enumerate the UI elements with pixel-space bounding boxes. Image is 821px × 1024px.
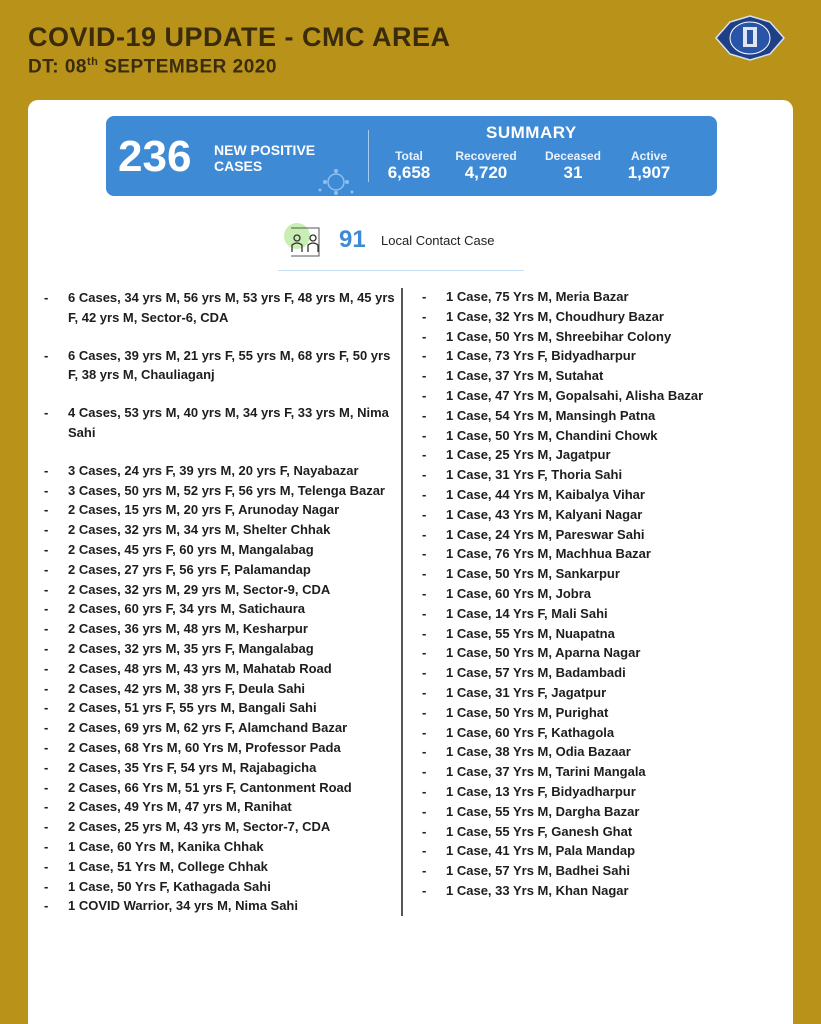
case-entry: - 1 Case, 73 Yrs F, Bidyadharpur bbox=[422, 346, 782, 366]
stat-value: 31 bbox=[563, 163, 583, 182]
case-entry: - 1 Case, 47 Yrs M, Gopalsahi, Alisha Bazar bbox=[422, 386, 782, 406]
stat-deceased bbox=[533, 149, 613, 183]
case-entry: - 1 Case, 55 Yrs F, Ganesh Ghat bbox=[422, 822, 782, 842]
case-entry: - 3 Cases, 50 yrs M, 52 yrs F, 56 yrs M, Telenga Bazar bbox=[44, 481, 399, 501]
local-contact-label: Local Contact Case bbox=[381, 233, 495, 248]
case-entry: - 2 Cases, 42 yrs M, 38 yrs F, Deula Sahi bbox=[44, 679, 399, 699]
stat-total bbox=[369, 149, 449, 183]
virus-icon bbox=[314, 166, 358, 196]
local-contact-row bbox=[283, 216, 533, 270]
case-entry: - 1 Case, 75 Yrs M, Meria Bazar bbox=[422, 287, 782, 307]
case-entry: - 1 Case, 50 Yrs M, Sankarpur bbox=[422, 564, 782, 584]
case-entry: - 1 Case, 37 Yrs M, Sutahat bbox=[422, 366, 782, 386]
case-entry: - 1 Case, 57 Yrs M, Badambadi bbox=[422, 663, 782, 683]
date-prefix: DT: 08 bbox=[28, 56, 87, 78]
case-entry: - 3 Cases, 24 yrs F, 39 yrs M, 20 yrs F, Nayabazar bbox=[44, 461, 399, 481]
case-entry: - 1 Case, 25 Yrs M, Jagatpur bbox=[422, 445, 782, 465]
local-contact-count: 91 bbox=[339, 226, 366, 253]
column-divider bbox=[401, 288, 403, 916]
left-case-list bbox=[44, 288, 399, 916]
case-entry: - 1 Case, 14 Yrs F, Mali Sahi bbox=[422, 604, 782, 624]
case-entry: - 2 Cases, 48 yrs M, 43 yrs M, Mahatab Road bbox=[44, 659, 399, 679]
case-entry: - 1 Case, 60 Yrs M, Jobra bbox=[422, 584, 782, 604]
stat-value: 6,658 bbox=[387, 163, 431, 182]
case-entry: - 1 Case, 44 Yrs M, Kaibalya Vihar bbox=[422, 485, 782, 505]
case-entry: - 1 Case, 13 Yrs F, Bidyadharpur bbox=[422, 782, 782, 802]
case-entry: - 6 Cases, 34 yrs M, 56 yrs M, 53 yrs F, 48 yrs M, 45 yrs F, 42 yrs M, Sector-6, CDA bbox=[44, 288, 399, 328]
contact-people-icon bbox=[283, 220, 327, 264]
case-entry: - 1 Case, 24 Yrs M, Pareswar Sahi bbox=[422, 525, 782, 545]
case-entry: - 1 Case, 55 Yrs M, Dargha Bazar bbox=[422, 802, 782, 822]
stat-label: Recovered bbox=[455, 149, 517, 163]
case-entry: - 1 Case, 38 Yrs M, Odia Bazaar bbox=[422, 742, 782, 762]
case-entry: - 1 Case, 57 Yrs M, Badhei Sahi bbox=[422, 861, 782, 881]
case-entry: - 1 Case, 31 Yrs F, Jagatpur bbox=[422, 683, 782, 703]
case-entry: - 2 Cases, 32 yrs M, 34 yrs M, Shelter Chhak bbox=[44, 520, 399, 540]
case-entry: - 2 Cases, 32 yrs M, 29 yrs M, Sector-9, CDA bbox=[44, 580, 399, 600]
case-entry: - 1 Case, 33 Yrs M, Khan Nagar bbox=[422, 881, 782, 901]
case-entry: - 1 Case, 32 Yrs M, Choudhury Bazar bbox=[422, 307, 782, 327]
case-entry: - 1 Case, 54 Yrs M, Mansingh Patna bbox=[422, 406, 782, 426]
case-entry: - 2 Cases, 15 yrs M, 20 yrs F, Arunoday Nagar bbox=[44, 500, 399, 520]
case-entry: - 2 Cases, 69 yrs M, 62 yrs F, Alamchand Bazar bbox=[44, 718, 399, 738]
case-entry: - 1 Case, 50 Yrs M, Shreebihar Colony bbox=[422, 327, 782, 347]
stat-value: 1,907 bbox=[627, 163, 671, 182]
case-entry: - 2 Cases, 60 yrs F, 34 yrs M, Satichaura bbox=[44, 599, 399, 619]
case-entry: - 1 Case, 76 Yrs M, Machhua Bazar bbox=[422, 544, 782, 564]
corporation-logo-icon bbox=[712, 14, 788, 62]
case-entry: - 2 Cases, 49 Yrs M, 47 yrs M, Ranihat bbox=[44, 797, 399, 817]
new-cases-label: NEW POSITIVE CASES bbox=[214, 142, 316, 174]
stat-label: Deceased bbox=[544, 149, 602, 163]
case-entry: - 1 Case, 31 Yrs F, Thoria Sahi bbox=[422, 465, 782, 485]
right-case-list bbox=[422, 287, 782, 901]
date-suffix: SEPTEMBER 2020 bbox=[98, 56, 277, 78]
stat-recovered bbox=[446, 149, 526, 183]
case-entry: - 1 Case, 50 Yrs M, Aparna Nagar bbox=[422, 643, 782, 663]
case-entry: - 1 COVID Warrior, 34 yrs M, Nima Sahi bbox=[44, 896, 399, 916]
stat-label: Active bbox=[630, 149, 668, 163]
case-entry: - 1 Case, 55 Yrs M, Nuapatna bbox=[422, 624, 782, 644]
case-entry: - 1 Case, 50 Yrs F, Kathagada Sahi bbox=[44, 877, 399, 897]
date-ordinal: th bbox=[86, 56, 99, 68]
case-entry: - 2 Cases, 32 yrs M, 35 yrs F, Mangalabag bbox=[44, 639, 399, 659]
report-date bbox=[28, 56, 277, 78]
case-entry: - 6 Cases, 39 yrs M, 21 yrs F, 55 yrs M, 68 yrs F, 50 yrs F, 38 yrs M, Chauliaganj bbox=[44, 346, 399, 386]
case-entry: - 2 Cases, 27 yrs F, 56 yrs F, Palamandap bbox=[44, 560, 399, 580]
case-entry: - 1 Case, 37 Yrs M, Tarini Mangala bbox=[422, 762, 782, 782]
case-entry: - 2 Cases, 25 yrs M, 43 yrs M, Sector-7, CDA bbox=[44, 817, 399, 837]
content-card bbox=[28, 100, 793, 1024]
page-title: COVID-19 UPDATE - CMC AREA bbox=[28, 22, 451, 52]
case-entry: - 2 Cases, 68 Yrs M, 60 Yrs M, Professor Pada bbox=[44, 738, 399, 758]
summary-banner bbox=[106, 116, 717, 196]
case-entry: - 2 Cases, 45 yrs F, 60 yrs M, Mangalabag bbox=[44, 540, 399, 560]
case-entry: - 4 Cases, 53 yrs M, 40 yrs M, 34 yrs F, 33 yrs M, Nima Sahi bbox=[44, 403, 399, 443]
case-entry: - 1 Case, 50 Yrs M, Purighat bbox=[422, 703, 782, 723]
case-entry: - 1 Case, 41 Yrs M, Pala Mandap bbox=[422, 841, 782, 861]
summary-title: SUMMARY bbox=[486, 123, 577, 142]
case-entry: - 2 Cases, 36 yrs M, 48 yrs M, Kesharpur bbox=[44, 619, 399, 639]
case-entry: - 1 Case, 50 Yrs M, Chandini Chowk bbox=[422, 426, 782, 446]
case-entry: - 2 Cases, 35 Yrs F, 54 yrs M, Rajabagicha bbox=[44, 758, 399, 778]
case-entry: - 1 Case, 51 Yrs M, College Chhak bbox=[44, 857, 399, 877]
stat-active bbox=[609, 149, 689, 183]
case-entry: - 1 Case, 60 Yrs F, Kathagola bbox=[422, 723, 782, 743]
case-entry: - 1 Case, 60 Yrs M, Kanika Chhak bbox=[44, 837, 399, 857]
stat-label: Total bbox=[395, 149, 423, 163]
case-entry: - 2 Cases, 66 Yrs M, 51 yrs F, Cantonment Road bbox=[44, 778, 399, 798]
case-entry: - 1 Case, 43 Yrs M, Kalyani Nagar bbox=[422, 505, 782, 525]
new-cases-count: 236 bbox=[118, 132, 192, 181]
case-entry: - 2 Cases, 51 yrs F, 55 yrs M, Bangali Sahi bbox=[44, 698, 399, 718]
stat-value: 4,720 bbox=[464, 163, 508, 182]
section-divider bbox=[278, 270, 524, 271]
